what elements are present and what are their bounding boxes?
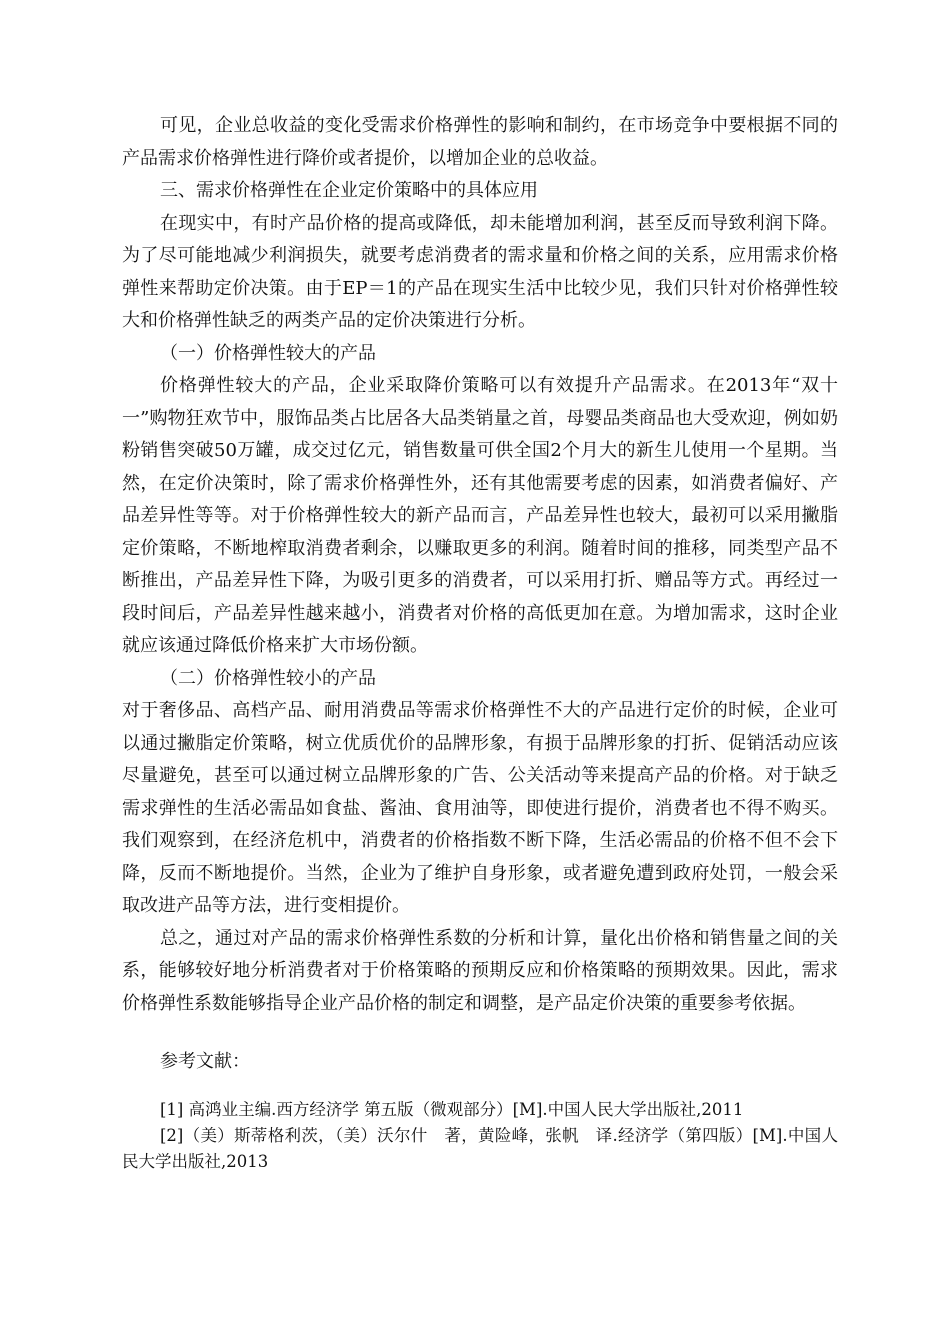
references-title: 参考文献： bbox=[160, 1051, 250, 1072]
document-page bbox=[122, 110, 838, 1175]
references-list bbox=[122, 1097, 838, 1175]
paragraph-low-elasticity: 对于奢侈品、高档产品、耐用消费品等需求价格弹性不大的产品进行定价的时候，企业可以通过撇脂定价策略，树立优质优价的品牌形象，有损于品牌形象的打折、促销活动应该尽量避免，甚至可以通过树立品牌形象的广告、公关活动等来提高产品的价格。对于缺乏需求弹性的生活必需品如食盐、酱油、食用油等，即使进行提价，消费者也不得不购买。我们观察到，在经济危机中，消费者的价格指数不断下降，生活必需品的价格不但不会下降，反而不断地提价。当然，企业为了维护自身形象，或者避免遭到政府处罚，一般会采取改进产品等方法，进行变相提价。 bbox=[122, 700, 838, 916]
section-heading-three: 三、需求价格弹性在企业定价策略中的具体应用 bbox=[160, 180, 538, 201]
paragraph-conclusion: 总之，通过对产品的需求价格弹性系数的分析和计算，量化出价格和销售量之间的关系，能够较好地分析消费者对于价格策略的预期反应和价格策略的预期效果。因此，需求价格弹性系数能够指导企业产品价格的制定和调整，是产品定价决策的重要参考依据。 bbox=[122, 927, 838, 1014]
paragraph-reality: 在现实中，有时产品价格的提高或降低，却未能增加利润，甚至反而导致利润下降。为了尽可能地减少利润损失，就要考虑消费者的需求量和价格之间的关系，应用需求价格弹性来帮助定价决策。由于EP＝1的产品在现实生活中比较少见，我们只针对价格弹性较大和价格弹性缺乏的两类产品的定价决策进行分析。 bbox=[122, 212, 838, 331]
reference-item: [2]（美）斯蒂格利茨，（美）沃尔什 著，黄险峰，张帆 译.经济学（第四版）[M].中国人民大学出版社,2013 bbox=[122, 1125, 838, 1171]
reference-item: [1] 高鸿业主编.西方经济学 第五版（微观部分）[M].中国人民大学出版社,2011 bbox=[160, 1099, 744, 1119]
subheading-high-elasticity: （一）价格弹性较大的产品 bbox=[160, 342, 376, 364]
paragraph-total-revenue: 可见，企业总收益的变化受需求价格弹性的影响和制约，在市场竞争中要根据不同的产品需求价格弹性进行降价或者提价，以增加企业的总收益。 bbox=[122, 115, 838, 169]
paragraph-high-elasticity: 价格弹性较大的产品，企业采取降价策略可以有效提升产品需求。在2013年“双十一”购物狂欢节中，服饰品类占比居各大品类销量之首，母婴品类商品也大受欢迎，例如奶粉销售突破50万罐，成交过亿元，销售数量可供全国2个月大的新生儿使用一个星期。当然，在定价决策时，除了需求价格弹性外，还有其他需要考虑的因素，如消费者偏好、产品差异性等等。对于价格弹性较大的新产品而言，产品差异性也较大，最初可以采用撇脂定价策略，不断地榨取消费者剩余，以赚取更多的利润。随着时间的推移，同类型产品不断推出，产品差异性下降，为吸引更多的消费者，可以采用打折、赠品等方式。再经过一段时间后，产品差异性越来越小，消费者对价格的高低更加在意。为增加需求，这时企业就应该通过降低价格来扩大市场份额。 bbox=[122, 375, 838, 656]
subheading-low-elasticity: （二）价格弹性较小的产品 bbox=[160, 667, 376, 689]
